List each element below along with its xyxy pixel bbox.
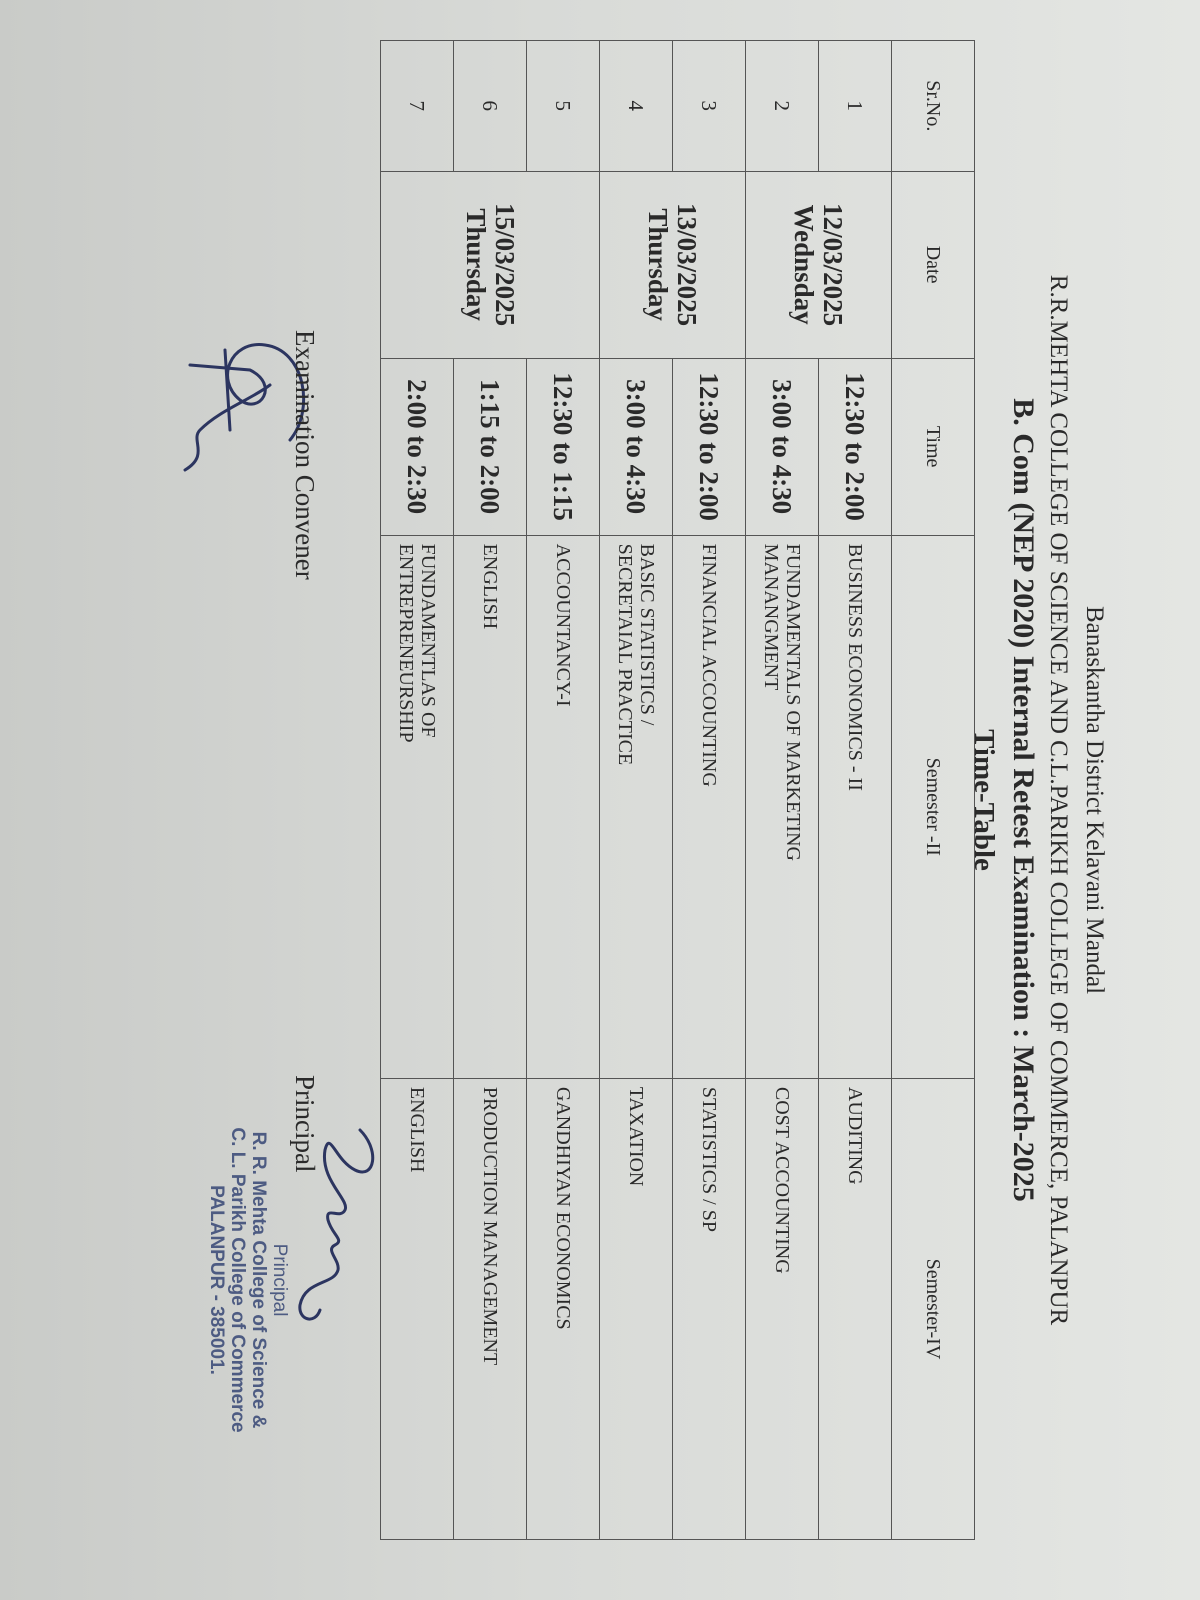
subject-line-continued: MANANGMENT: [760, 543, 782, 691]
table-row: [819, 41, 892, 1540]
subject-line: FINANCIAL ACCOUNTING: [698, 543, 720, 787]
principal-stamp: [206, 1120, 290, 1440]
cell-semester-4: COST ACCOUNTING: [746, 1078, 819, 1539]
cell-date: [600, 171, 746, 358]
cell-time: 12:30 to 2:00: [673, 358, 746, 535]
cell-semester-4: TAXATION: [600, 1078, 673, 1539]
subject-line: ENGLISH: [479, 543, 501, 630]
college-name: R.R.MEHTA COLLEGE OF SCIENCE AND C.L.PARIKH COLLEGE OF COMMERCE, PALANPUR: [1045, 274, 1072, 1326]
cell-srno: 7: [381, 41, 454, 172]
cell-time: 12:30 to 2:00: [819, 358, 892, 535]
date-value: 13/03/2025: [672, 203, 703, 327]
subject-line-continued: SECRETAIAL PRACTICE: [614, 543, 636, 766]
cell-semester-4: GANDHIYAN ECONOMICS: [527, 1078, 600, 1539]
subject-line: FUNDAMENTLAS OF: [417, 543, 439, 738]
cell-srno: 3: [673, 41, 746, 172]
cell-semester-2: [746, 535, 819, 1078]
page-title: Time-Table: [968, 729, 1000, 871]
stamp-line: PALANPUR - 385001.: [206, 1185, 227, 1375]
column-header-time: Time: [892, 358, 975, 535]
stamp-line: R. R. Mehta College of Science &: [248, 1131, 269, 1429]
cell-srno: 4: [600, 41, 673, 172]
cell-semester-4: AUDITING: [819, 1078, 892, 1539]
trust-name: Banaskantha District Kelavani Mandal: [1081, 605, 1108, 995]
cell-semester-4: PRODUCTION MANAGEMENT: [454, 1078, 527, 1539]
stamp-line: C. L. Parikh College of Commerce: [227, 1127, 248, 1433]
column-header-semester-4: Semester-IV: [892, 1078, 975, 1539]
table-row: [673, 41, 746, 1540]
table-header-row: [892, 41, 975, 1540]
cell-semester-2: [527, 535, 600, 1078]
cell-semester-2: [454, 535, 527, 1078]
table-row: [527, 41, 600, 1540]
cell-time: 2:00 to 2:30: [381, 358, 454, 535]
day-value: Thursday: [461, 208, 491, 321]
cell-srno: 1: [819, 41, 892, 172]
subject-line: ACCOUNTANCY-I: [552, 543, 574, 707]
column-header-srno: Sr.No.: [892, 41, 975, 172]
cell-srno: 6: [454, 41, 527, 172]
subject-line: FUNDAMENTALS OF MARKETING: [782, 543, 804, 861]
cell-semester-4: STATISTICS / SP: [673, 1078, 746, 1539]
cell-time: 1:15 to 2:00: [454, 358, 527, 535]
convener-label: Examination Convener: [290, 330, 320, 580]
cell-semester-2: [381, 535, 454, 1078]
cell-semester-4: ENGLISH: [381, 1078, 454, 1539]
day-value: Wednsday: [789, 204, 820, 325]
cell-srno: 5: [527, 41, 600, 172]
subject-line: BUSINESS ECONOMICS - II: [844, 543, 866, 791]
stamp-line: Principal: [269, 1243, 290, 1317]
cell-semester-2: [600, 535, 673, 1078]
cell-semester-2: [673, 535, 746, 1078]
column-header-semester-2: Semester -II: [892, 535, 975, 1078]
cell-date: [381, 171, 600, 358]
cell-time: 3:00 to 4:30: [746, 358, 819, 535]
column-header-date: Date: [892, 171, 975, 358]
cell-time: 3:00 to 4:30: [600, 358, 673, 535]
cell-srno: 2: [746, 41, 819, 172]
cell-semester-2: [819, 535, 892, 1078]
timetable: [380, 40, 975, 1540]
date-value: 12/03/2025: [818, 203, 849, 327]
date-value: 15/03/2025: [490, 203, 520, 327]
cell-time: 12:30 to 1:15: [527, 358, 600, 535]
day-value: Thursday: [643, 208, 674, 321]
subject-line-continued: ENTREPRENEURSHIP: [395, 543, 417, 743]
cell-date: [746, 171, 892, 358]
principal-label: Principal: [290, 1075, 320, 1173]
exam-title: B. Com (NEP 2020) Internal Retest Examination : March-2025: [1007, 398, 1040, 1202]
subject-line: BASIC STATISTICS /: [636, 543, 658, 726]
